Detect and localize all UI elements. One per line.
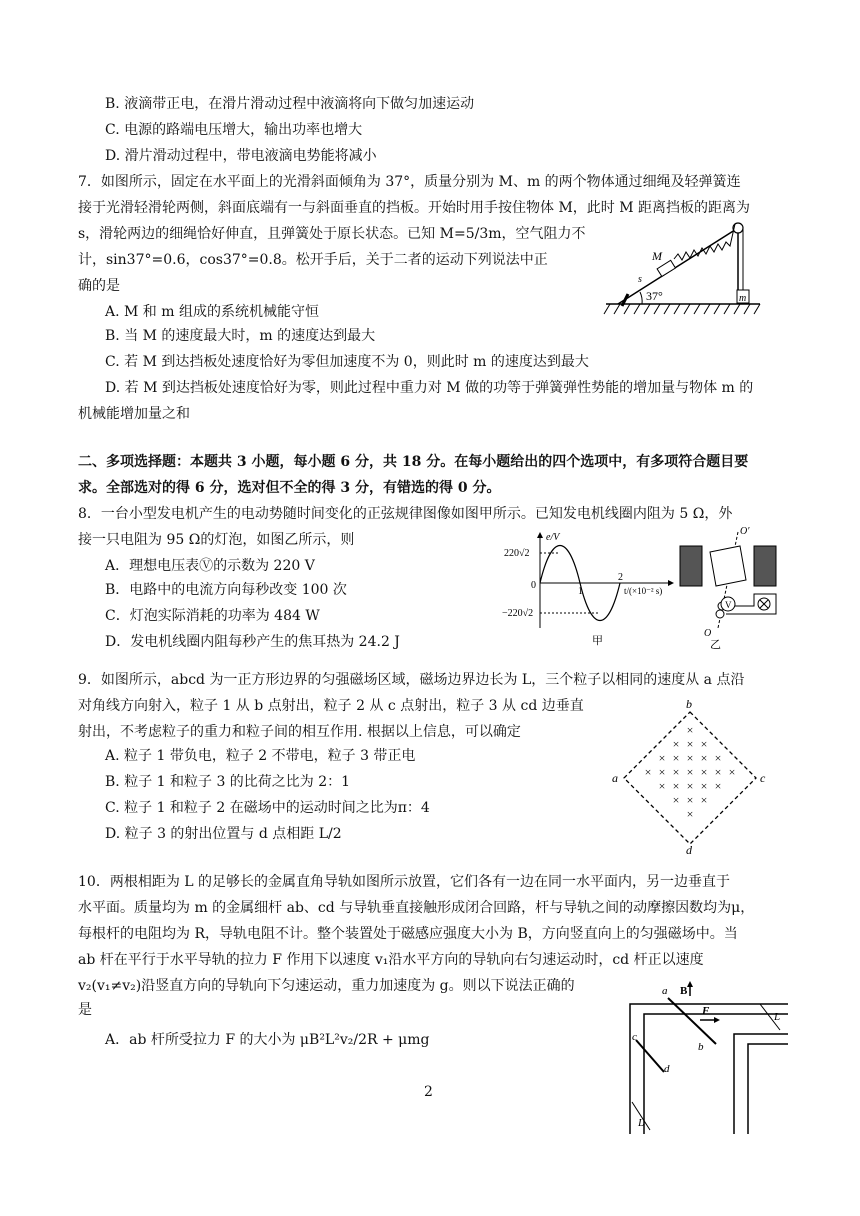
q9-option-c: C. 粒子 1 和粒子 2 在磁场中的运动时间之比为π：4 [105,800,430,816]
svg-text:×: × [672,737,680,751]
svg-text:×: × [658,751,666,765]
q7-option-d-line-2: 机械能增加量之和 [78,406,190,422]
q9-fig-b-label: b [686,698,692,711]
q9-option-b: B. 粒子 1 和粒子 3 的比荷之比为 2：1 [105,774,351,790]
q7-fig-m-label: m [739,293,747,304]
q8-gen-caption: 乙 [710,639,721,650]
q10-stem-line-5: v₂(v₁≠v₂)沿竖直方向的导轨向下匀速运动，重力加速度为 g。则以下说法正确的 [78,978,575,994]
svg-text:×: × [686,807,694,821]
q6-option-b: B. 液滴带正电，在滑片滑动过程中液滴将向下做匀加速运动 [105,96,475,112]
q8-option-d: D．发电机线圈内阻每秒产生的焦耳热为 24.2 J [105,634,400,650]
q8-option-a: A．理想电压表Ⓥ的示数为 220 V [105,558,315,574]
q10-fig-L1-label: L [774,1011,781,1023]
svg-text:×: × [700,765,708,779]
q9-magnetic-field-figure [612,698,768,854]
q7-stem-line-2: 接于光滑轻滑轮两侧，斜面底端有一与斜面垂直的挡板。开始时用手按住物体 M，此时 M 距离挡板的距离为 [78,200,751,216]
svg-text:×: × [672,751,680,765]
q9-fig-a-label: a [612,771,618,785]
q10-stem-line-6: 是 [78,1002,92,1018]
svg-text:×: × [658,765,666,779]
q8-graph-caption: 甲 [592,635,603,647]
q7-stem-line-5: 确的是 [78,278,120,294]
q8-graph-zero: 0 [531,580,536,591]
q8-stem-line-1: 8．一台小型发电机产生的电动势随时间变化的正弦规律图像如图甲所示。已知发电机线圈内阻为 5 Ω，外 [78,506,733,522]
q7-fig-s-label: s [638,274,642,285]
q6-option-c: C. 电源的路端电压增大，输出功率也增大 [105,122,363,138]
q9-option-a: A. 粒子 1 带负电，粒子 2 不带电，粒子 3 带正电 [105,748,416,764]
q8-graph-xlabel: t/(×10⁻² s) [624,586,663,596]
q9-fig-c-label: c [760,771,766,785]
svg-text:×: × [714,779,722,793]
q8-stem-line-2: 接一只电阻为 95 Ω的灯泡，如图乙所示，则 [78,532,355,548]
q8-gen-voltmeter-label: V [725,600,732,610]
svg-text:×: × [672,765,680,779]
q10-stem-line-3: 每根杆的电阻均为 R，导轨电阻不计。整个装置处于磁感应强度大小为 B，方向竖直向上的匀强磁场中。当 [78,926,738,942]
q9-fig-d-label: d [686,843,692,854]
svg-text:×: × [644,765,652,779]
svg-text:×: × [658,779,666,793]
q7-stem-line-3: s，滑轮两边的细绳恰好伸直，且弹簧处于原长状态。已知 M=5/3m，空气阻力不 [78,226,586,242]
q7-stem-line-4: 计，sin37°=0.6，cos37°=0.8。松开手后，关于二者的运动下列说法中正 [78,252,548,268]
q8-graph-t2: 2 [618,572,623,583]
q7-incline-figure [598,212,768,322]
q8-emf-graph [500,528,680,648]
q7-option-b: B. 当 M 的速度最大时，m 的速度达到最大 [105,328,376,344]
q7-fig-M-label: M [652,249,662,263]
svg-text:×: × [700,737,708,751]
page-number: 2 [424,1084,433,1100]
q10-option-a: A．ab 杆所受拉力 F 的大小为 μB²L²v₂/2R + μmg [105,1032,430,1048]
q6-option-d: D. 滑片滑动过程中，带电液滴电势能将减小 [105,148,377,164]
svg-text:×: × [700,751,708,765]
q8-option-b: B．电路中的电流方向每秒改变 100 次 [105,582,347,598]
svg-text:×: × [714,765,722,779]
q10-rails-figure [616,980,792,1140]
q10-fig-d-label: d [664,1063,670,1075]
q7-fig-angle-label: 37° [646,289,663,303]
q10-fig-c-label: c [632,1031,637,1043]
svg-text:×: × [700,779,708,793]
svg-text:×: × [714,751,722,765]
svg-text:×: × [686,793,694,807]
q7-stem-line-1: 7．如图所示，固定在水平面上的光滑斜面倾角为 37°，质量分别为 M、m 的两个物体通过细绳及轻弹簧连 [78,174,741,190]
q10-stem-line-2: 水平面。质量均为 m 的金属细杆 ab、cd 与导轨垂直接触形成闭合回路，杆与导轨之间的动摩擦因数均为μ， [78,900,755,916]
svg-text:×: × [700,793,708,807]
q10-fig-L2-label: L [638,1117,645,1129]
svg-text:×: × [686,737,694,751]
q8-generator-figure [676,524,788,650]
svg-text:×: × [672,793,680,807]
q8-graph-t1: 1 [578,586,583,597]
q8-gen-O1-label: O′ [740,526,750,537]
svg-text:×: × [672,779,680,793]
svg-text:×: × [686,751,694,765]
q7-option-d-line-1: D. 若 M 到达挡板处速度恰好为零，则此过程中重力对 M 做的功等于弹簧弹性势能的增加量与物体 m 的 [105,380,754,396]
q8-graph-ypos: 220√2 [504,548,530,559]
svg-text:×: × [686,723,694,737]
q10-stem-line-4: ab 杆在平行于水平导轨的拉力 F 作用下以速度 v₁沿水平方向的导轨向右匀速运动时，cd 杆正以速度 [78,952,704,968]
svg-text:×: × [728,765,736,779]
section2-header-line-1: 二、多项选择题：本题共 3 小题，每小题 6 分，共 18 分。在每小题给出的四个选项中，有多项符合题目要 [78,454,749,470]
svg-text:×: × [686,765,694,779]
q10-fig-a-label: a [662,985,668,997]
q7-option-c: C. 若 M 到达挡板处速度恰好为零但加速度不为 0，则此时 m 的速度达到最大 [105,354,589,370]
q7-option-a: A. M 和 m 组成的系统机械能守恒 [105,304,319,320]
q10-fig-B-label: B [680,985,688,997]
q9-option-d: D. 粒子 3 的射出位置与 d 点相距 L/2 [105,826,342,842]
q10-fig-b-label: b [698,1041,704,1053]
q8-gen-O-label: O [704,628,712,639]
q9-stem-line-3: 射出，不考虑粒子的重力和粒子间的相互作用. 根据以上信息，可以确定 [78,724,521,740]
q10-fig-F-label: F [702,1005,710,1017]
q8-graph-yneg: −220√2 [502,608,534,619]
q8-graph-ylabel: e/V [546,532,560,543]
svg-text:×: × [686,779,694,793]
q8-option-c: C．灯泡实际消耗的功率为 484 W [105,608,320,624]
section2-header-line-2: 求。全部选对的得 6 分，选对但不全的得 3 分，有错选的得 0 分。 [78,480,501,496]
q9-stem-line-1: 9．如图所示，abcd 为一正方形边界的匀强磁场区域，磁场边界边长为 L，三个粒子以相同的速度从 a 点沿 [78,672,745,688]
q9-stem-line-2: 对角线方向射入，粒子 1 从 b 点射出，粒子 2 从 c 点射出，粒子 3 从 cd 边垂直 [78,698,584,714]
q10-stem-line-1: 10．两根相距为 L 的足够长的金属直角导轨如图所示放置，它们各有一边在同一水平面内，另一边垂直于 [78,874,731,890]
